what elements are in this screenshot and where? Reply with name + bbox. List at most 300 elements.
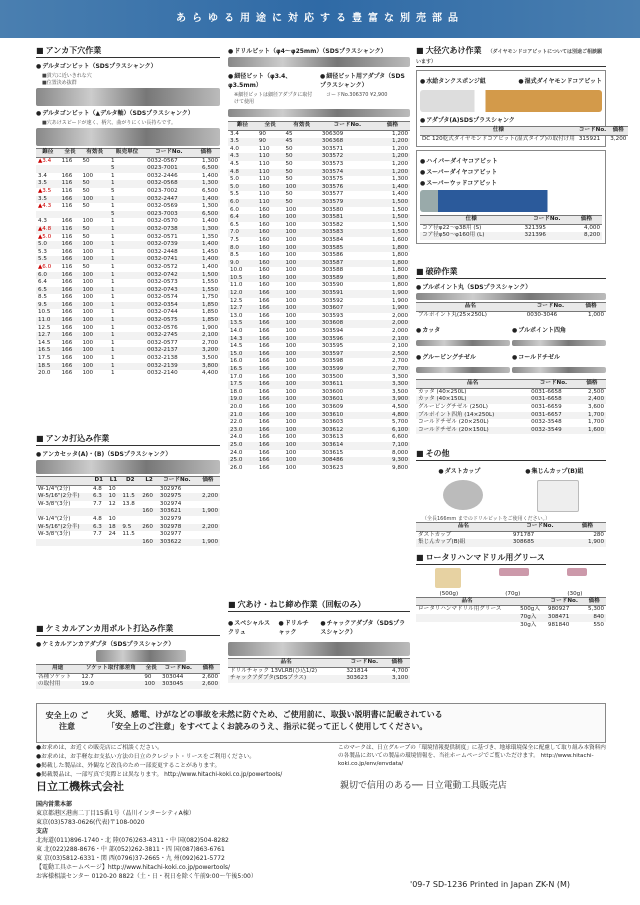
table-cell: 11.0	[230, 282, 243, 289]
table-cell: 303591	[320, 290, 375, 298]
table-cell: 12.7	[228, 305, 257, 313]
table-cell: ▲4.3	[38, 203, 52, 210]
table-cell: 303590	[321, 282, 344, 289]
table-cell: 0032-2138	[147, 355, 178, 362]
table-cell: 0032-0573	[147, 279, 178, 286]
table-cell: 1	[110, 218, 115, 225]
table-cell: 1,300	[391, 176, 408, 183]
bit-image	[36, 88, 220, 106]
column-header: L2	[140, 477, 158, 486]
table-cell: 303044	[162, 673, 184, 680]
table-cell: 166	[61, 339, 73, 346]
table-cell: 100	[283, 366, 319, 374]
table-cell: 1,800	[391, 267, 408, 274]
dust-cup-image	[443, 480, 483, 510]
table-cell: 303608	[320, 320, 375, 328]
table-cell: 5.0	[36, 241, 60, 249]
table-cell: 303623	[321, 464, 344, 471]
table-cell: 100	[285, 434, 297, 441]
table-cell: 0032-2446	[147, 172, 178, 179]
column-header: ソケット取付部差角	[79, 665, 142, 674]
table-cell: 303601	[320, 396, 375, 404]
table-cell: 1,200	[375, 153, 410, 161]
hyper-label: ● ハイパーダイヤコアビット	[420, 156, 602, 165]
table-cell: 166	[60, 317, 81, 325]
table-cell: 166	[258, 434, 270, 441]
table-cell: 3.4	[230, 130, 239, 137]
table-cell: 1	[109, 302, 145, 310]
column-header: コードNo.	[523, 216, 572, 225]
table-cell: ▲3.4	[38, 157, 52, 164]
adapter-title: ● ケミカルアンカアダプタ（SDSプラスシャンク）	[36, 639, 220, 648]
table-cell: 303600	[321, 388, 344, 395]
bit1-note1: ■貫穴に近いきれな穴	[42, 73, 92, 79]
neji-section	[228, 598, 410, 683]
table-cell: 100	[80, 317, 109, 325]
table-row	[416, 427, 606, 435]
table-row	[36, 501, 220, 509]
table-cell: 1	[109, 317, 145, 325]
table-cell: 7.0	[228, 229, 257, 237]
table-cell: 303595	[321, 343, 344, 350]
table-row	[228, 675, 410, 683]
table-cell: 50	[82, 233, 90, 240]
dust-collector-label: ● 集じんカップ(B)組	[525, 466, 583, 475]
table-cell: 1,450	[201, 248, 218, 255]
table-cell	[80, 211, 109, 219]
table-cell: ▲4.8	[36, 226, 60, 234]
table-cell: 1,900	[196, 508, 220, 516]
table-cell: 166	[61, 248, 73, 255]
web-link[interactable]: 【電動工具ホームページ】http://www.hitachi-koki.co.jp/powertools/	[36, 864, 231, 871]
table-cell: 18.5	[36, 363, 60, 371]
table-cell: 1	[110, 324, 115, 331]
table-cell: 166	[258, 449, 270, 456]
table-cell	[80, 165, 109, 173]
table-cell: 1,900	[569, 539, 606, 547]
table-cell: 303577	[321, 191, 344, 198]
table-cell: 8,000	[391, 449, 408, 456]
table-cell: 315921	[578, 135, 601, 142]
table-cell: 1	[110, 172, 115, 179]
table-cell: 1	[109, 347, 145, 355]
table-row	[228, 358, 410, 366]
table-cell: 10.5	[228, 275, 257, 283]
table-cell: 303613	[321, 434, 344, 441]
column-header: 価格	[384, 659, 410, 668]
table-cell: 0032-0744	[147, 309, 178, 316]
table-cell: 166	[60, 363, 81, 371]
table-cell: 6.3	[91, 524, 107, 532]
table-cell: 306309	[321, 130, 344, 137]
table-cell: 166	[257, 396, 284, 404]
table-cell: 16.5	[228, 366, 257, 374]
table-cell: 1	[109, 272, 145, 280]
table-cell: 160	[258, 252, 270, 259]
table-cell: 5,300	[587, 606, 604, 613]
cutter-image	[416, 340, 510, 346]
table-cell: 1,400	[201, 172, 218, 179]
table-cell: 3,500	[201, 355, 218, 362]
table-cell: 1,400	[375, 184, 410, 192]
table-cell: 1	[109, 363, 145, 371]
table-cell: ブルポイント丸(25×250L)	[418, 311, 487, 318]
table-cell: 16.0	[230, 358, 243, 365]
section-title: ■ ケミカルアンカ用ボルト打込み作業	[36, 622, 220, 636]
table-cell: 1,900	[196, 539, 220, 547]
sonota-note: （全長166mm までのドリルビットをご使用ください。）	[422, 516, 551, 522]
tank-label: ● 水給タンクスポンジ組	[420, 76, 486, 85]
table-cell: 4.8	[92, 515, 102, 522]
table-row	[228, 366, 410, 374]
table-cell: 166	[60, 332, 81, 340]
table-cell: 100	[283, 290, 319, 298]
table-cell: 116	[61, 203, 73, 210]
table-cell: 303607	[320, 305, 375, 313]
table-cell: 110	[257, 169, 284, 177]
anka-shita-table	[36, 148, 220, 378]
table-row	[36, 531, 220, 539]
table-cell: 0032-0574	[147, 294, 178, 301]
table-cell: 100	[285, 252, 297, 259]
table-row	[228, 207, 410, 215]
table-cell: 0032-0567	[147, 157, 178, 164]
table-cell: 22.0	[230, 419, 243, 426]
table-cell	[36, 508, 91, 516]
column-header: コードNo.	[511, 523, 569, 532]
table-row	[228, 260, 410, 268]
table-cell: 1	[109, 226, 145, 234]
table-cell: 2,600	[197, 681, 220, 689]
table-row	[36, 272, 220, 280]
table-cell: 303621	[158, 508, 196, 516]
grooving-image	[416, 367, 510, 373]
table-cell: 10.5	[38, 309, 51, 316]
table-cell: 2,100	[193, 332, 221, 340]
table-cell: 50	[82, 263, 90, 270]
table-row	[228, 282, 410, 290]
table-row	[36, 196, 220, 204]
table-cell: 0032-0354	[145, 302, 192, 310]
note-item: ●お求めは、お近くの販売店にご相談ください。	[36, 745, 163, 751]
table-cell: 8,200	[571, 232, 602, 240]
chuck-adapter-label: ● チャックアダプタ（SDSプラスシャンク）	[320, 618, 410, 636]
table-row	[228, 667, 410, 675]
table-body	[36, 485, 220, 546]
table-cell: 0032-0571	[147, 233, 178, 240]
drill-title: ● ドリルビット（φ4〜φ25mm）（SDSプラスシャンク）	[228, 46, 410, 55]
column-header: 仕様	[420, 127, 577, 136]
table-cell: 0023-7002	[147, 187, 178, 194]
setter-image	[36, 460, 220, 474]
table-cell: 12	[108, 500, 116, 507]
table-cell: 1,850	[193, 302, 221, 310]
table-cell: 19.0	[79, 681, 142, 689]
table-cell: 1,550	[193, 287, 221, 295]
table-cell: 13.5	[228, 320, 257, 328]
table-cell: 321396	[523, 232, 572, 240]
table-cell: ロータリハンマドリル用グリース	[418, 606, 502, 613]
table-cell: 166	[257, 366, 284, 374]
table-cell: 321395	[524, 224, 546, 231]
table-cell: 3,300	[375, 381, 410, 389]
table-cell: 166	[60, 302, 81, 310]
table-cell: 1	[109, 332, 145, 340]
table-cell: 1,200	[391, 160, 408, 167]
grease-table	[416, 597, 606, 629]
table-row	[36, 165, 220, 173]
table-cell: 100	[283, 260, 319, 268]
table-cell: 1	[109, 256, 145, 264]
table-cell: 1,700	[587, 419, 604, 426]
table-row	[36, 508, 220, 516]
table-cell: 16.5	[36, 347, 60, 355]
table-cell: 90	[144, 673, 152, 680]
dust-cup-label: ● ダストカップ	[438, 466, 480, 475]
table-cell: 160	[258, 267, 270, 274]
column-header: 有効長	[80, 149, 109, 158]
table-cell: 1	[109, 180, 145, 188]
table-cell: 166	[257, 457, 284, 465]
column-header: 価格	[196, 477, 220, 486]
table-cell: 840	[583, 614, 606, 622]
table-cell: 11.5	[120, 493, 140, 501]
table-cell: 166	[61, 309, 73, 316]
table-cell: 4,000	[583, 224, 600, 231]
column-header: 価格	[193, 149, 221, 158]
table-cell: 500g入	[520, 606, 540, 613]
branch-line: 東 京(03)5812-6331・関 西(0796)37-2665・九 州(092)621-5772	[36, 855, 225, 862]
table-cell: 303575	[321, 176, 344, 183]
table-cell: 1,500	[193, 272, 221, 280]
table-cell: 1,400	[201, 218, 218, 225]
table-row	[228, 298, 410, 306]
table-cell: 3,300	[391, 373, 408, 380]
column-header: 全長	[257, 122, 284, 131]
drill-section	[228, 44, 410, 472]
table-cell: 4,400	[201, 370, 218, 377]
table-row	[36, 309, 220, 317]
table-cell: 2,600	[201, 673, 218, 680]
table-cell: 25.0	[228, 457, 257, 465]
table-cell	[91, 539, 107, 547]
table-cell: 100	[283, 275, 319, 283]
table-cell: 0032-0569	[147, 203, 178, 210]
table-cell	[120, 539, 140, 547]
table-cell: 100	[285, 403, 297, 410]
adapter-title: ● 細径ビット用アダプタ（SDSプラスシャンク）	[320, 71, 410, 89]
sonota-table	[416, 522, 606, 547]
table-body	[416, 606, 606, 629]
branch-line: 東 北(022)288-8676・中 部(052)262-3811・四 国(087)863-6761	[36, 846, 225, 853]
table-cell: 0031-6657	[529, 412, 578, 420]
table-cell: 100	[82, 279, 94, 286]
table-cell: ▲6.0	[38, 263, 52, 270]
column-header: 錐径	[228, 122, 257, 131]
table-cell: 100	[285, 373, 297, 380]
column-header: 全長	[60, 149, 81, 158]
table-cell: 4.8	[92, 485, 102, 492]
table-cell: 13.8	[122, 500, 135, 507]
table-cell: 100	[285, 312, 297, 319]
table-cell: 70g入	[518, 614, 546, 622]
table-cell: 100	[80, 256, 109, 264]
table-cell: 1,300	[201, 203, 218, 210]
table-cell: 1,500	[375, 214, 410, 222]
table-cell: 166	[257, 381, 284, 389]
table-row	[36, 332, 220, 340]
table-cell: 260	[140, 493, 158, 501]
table-cell: 5.0	[230, 176, 239, 183]
bit1-title: ● デルタゴンビット（SDSプラスシャンク）	[36, 61, 220, 70]
table-cell: 20.0	[230, 403, 243, 410]
table-row	[36, 157, 220, 165]
table-cell: 各種ソケット	[38, 673, 72, 680]
column-header: 品名	[416, 523, 511, 532]
table-cell: 160	[258, 206, 270, 213]
section-title: ■ アンカ下穴作業	[36, 44, 220, 58]
table-cell: 0031-6658	[529, 396, 578, 404]
table-cell: 26.0	[230, 464, 243, 471]
adapter-image	[96, 650, 186, 662]
table-cell	[36, 165, 60, 173]
table-cell: 303587	[320, 260, 375, 268]
grease-size-30: (30g)	[567, 590, 583, 597]
table-cell: 5	[110, 187, 115, 194]
table-cell: 6.4	[228, 214, 257, 222]
column-header: 品名	[228, 659, 344, 668]
table-cell: 18	[107, 524, 121, 532]
safety-warning	[36, 703, 606, 743]
table-row	[228, 161, 410, 169]
table-cell: 1,500	[391, 221, 408, 228]
table-body	[420, 224, 602, 240]
table-header	[36, 149, 220, 158]
section-title	[416, 44, 606, 67]
adapter-label: ● アダプタ(A)SDSプラスシャンク	[420, 115, 602, 124]
column-header: 全長	[142, 665, 160, 674]
table-header	[416, 303, 606, 312]
bit2-note: ■穴あけスピードが速く、柄穴、曲がりにくい長持ちです。	[42, 120, 176, 126]
small-bit-note: ※細径ビットは細径アダプタに取付けて使用	[234, 92, 313, 105]
table-cell: 166	[60, 347, 81, 355]
table-row	[228, 222, 410, 230]
table-row	[228, 184, 410, 192]
table-cell: 1,550	[201, 279, 218, 286]
table-cell: 116	[60, 226, 81, 234]
table-cell: 5.3	[38, 248, 47, 255]
table-cell: 12.5	[230, 297, 243, 304]
column-header: 品名	[416, 597, 518, 606]
table-cell: 303597	[320, 351, 375, 359]
table-cell: 6.3	[91, 493, 107, 501]
column-header: コードNo.	[158, 477, 196, 486]
table-cell	[107, 508, 121, 516]
table-cell	[140, 531, 158, 539]
table-cell: 12.7	[36, 332, 60, 340]
table-cell: 0030-3046	[526, 311, 558, 318]
table-cell: 100	[285, 236, 297, 243]
table-cell: 303571	[321, 145, 344, 152]
table-row	[228, 419, 410, 427]
table-header	[416, 523, 606, 532]
table-cell: 166	[257, 351, 284, 359]
table-cell: 17.0	[230, 373, 243, 380]
table-cell: 1,500	[391, 206, 408, 213]
table-row	[36, 173, 220, 181]
table-cell: コア径φ22〜φ38用 (S)	[422, 224, 482, 231]
support-center: お客様相談センター 0120-20 8822（土・日・祝日を除く午前9:00〜午後5:00）	[36, 873, 257, 880]
table-cell: 2,200	[196, 493, 220, 501]
table-cell: 2,500	[587, 388, 604, 395]
table-cell: 3.5	[36, 196, 60, 204]
table-row	[36, 340, 220, 348]
table-cell: W-5/16"(2分半)	[36, 493, 91, 501]
eco-note: このマークは、日立グループの「環境情報提供制度」に基づき、地球環境保全に配慮して取り組み本資料内の各製品においての製品の環境情報を、当社ホームページでご覧いただけます。 http://www.hitachi-koki.co.jp/env/envdata/	[338, 745, 606, 767]
table-cell: 100	[285, 206, 297, 213]
table-cell: 321814	[346, 667, 368, 674]
table-cell	[107, 539, 121, 547]
table-cell: 1,200	[375, 138, 410, 146]
table-cell: 100	[142, 681, 160, 689]
table-cell: 116	[61, 157, 73, 164]
table-cell: ▲3.5	[38, 187, 52, 194]
special-screw-label: ● スペシャルスクリュ	[228, 618, 273, 636]
table-cell: 303592	[321, 297, 344, 304]
super-label: ● スーパーダイヤコアビット	[420, 167, 602, 176]
page-banner: あらゆる用途に対応する豊富な別売部品	[0, 0, 640, 38]
table-cell: 166	[258, 328, 270, 335]
bull-point-image	[416, 293, 606, 300]
table-row	[416, 396, 606, 404]
table-row	[416, 622, 606, 630]
table-cell: W-1/4"(2分)	[38, 515, 71, 522]
table-cell: 6,500	[193, 211, 221, 219]
table-cell: 50	[285, 176, 293, 183]
table-cell: 166	[258, 358, 270, 365]
table-cell: 9,300	[375, 457, 410, 465]
table-cell: 303582	[321, 221, 344, 228]
table-cell	[120, 508, 140, 516]
table-cell: 4.0	[230, 145, 239, 152]
table-cell: 1	[110, 157, 115, 164]
table-row	[36, 241, 220, 249]
small-bit-title: ● 細径ビット（φ3.4、φ3.5mm）	[228, 71, 316, 89]
table-cell: 160	[257, 275, 284, 283]
table-cell: 1,300	[201, 157, 218, 164]
table-cell: 13.0	[230, 312, 243, 319]
table-cell: 9.0	[228, 260, 257, 268]
table-row	[228, 199, 410, 207]
table-cell: 3.4	[38, 172, 47, 179]
table-cell: 303580	[321, 206, 344, 213]
table-cell: 100	[82, 355, 94, 362]
table-cell: 303622	[158, 539, 196, 547]
table-cell: 302975	[158, 493, 196, 501]
column-header: コードNo.	[160, 665, 197, 674]
table-cell: 1	[110, 370, 115, 377]
table-cell: 0032-0575	[145, 317, 192, 325]
table-cell: ドリルチャック 13VLRB(ひ込1/2)	[230, 667, 318, 674]
table-cell: 1,900	[375, 290, 410, 298]
table-cell: 1,600	[578, 427, 606, 435]
table-row	[228, 336, 410, 344]
grease-can-image	[435, 568, 461, 588]
section-note: （ダイヤモンドコアビットについては別途ご相談願います）	[416, 49, 602, 65]
table-cell: 50	[82, 157, 90, 164]
table-cell: 0032-0741	[145, 256, 192, 264]
table-cell: 100	[82, 324, 94, 331]
